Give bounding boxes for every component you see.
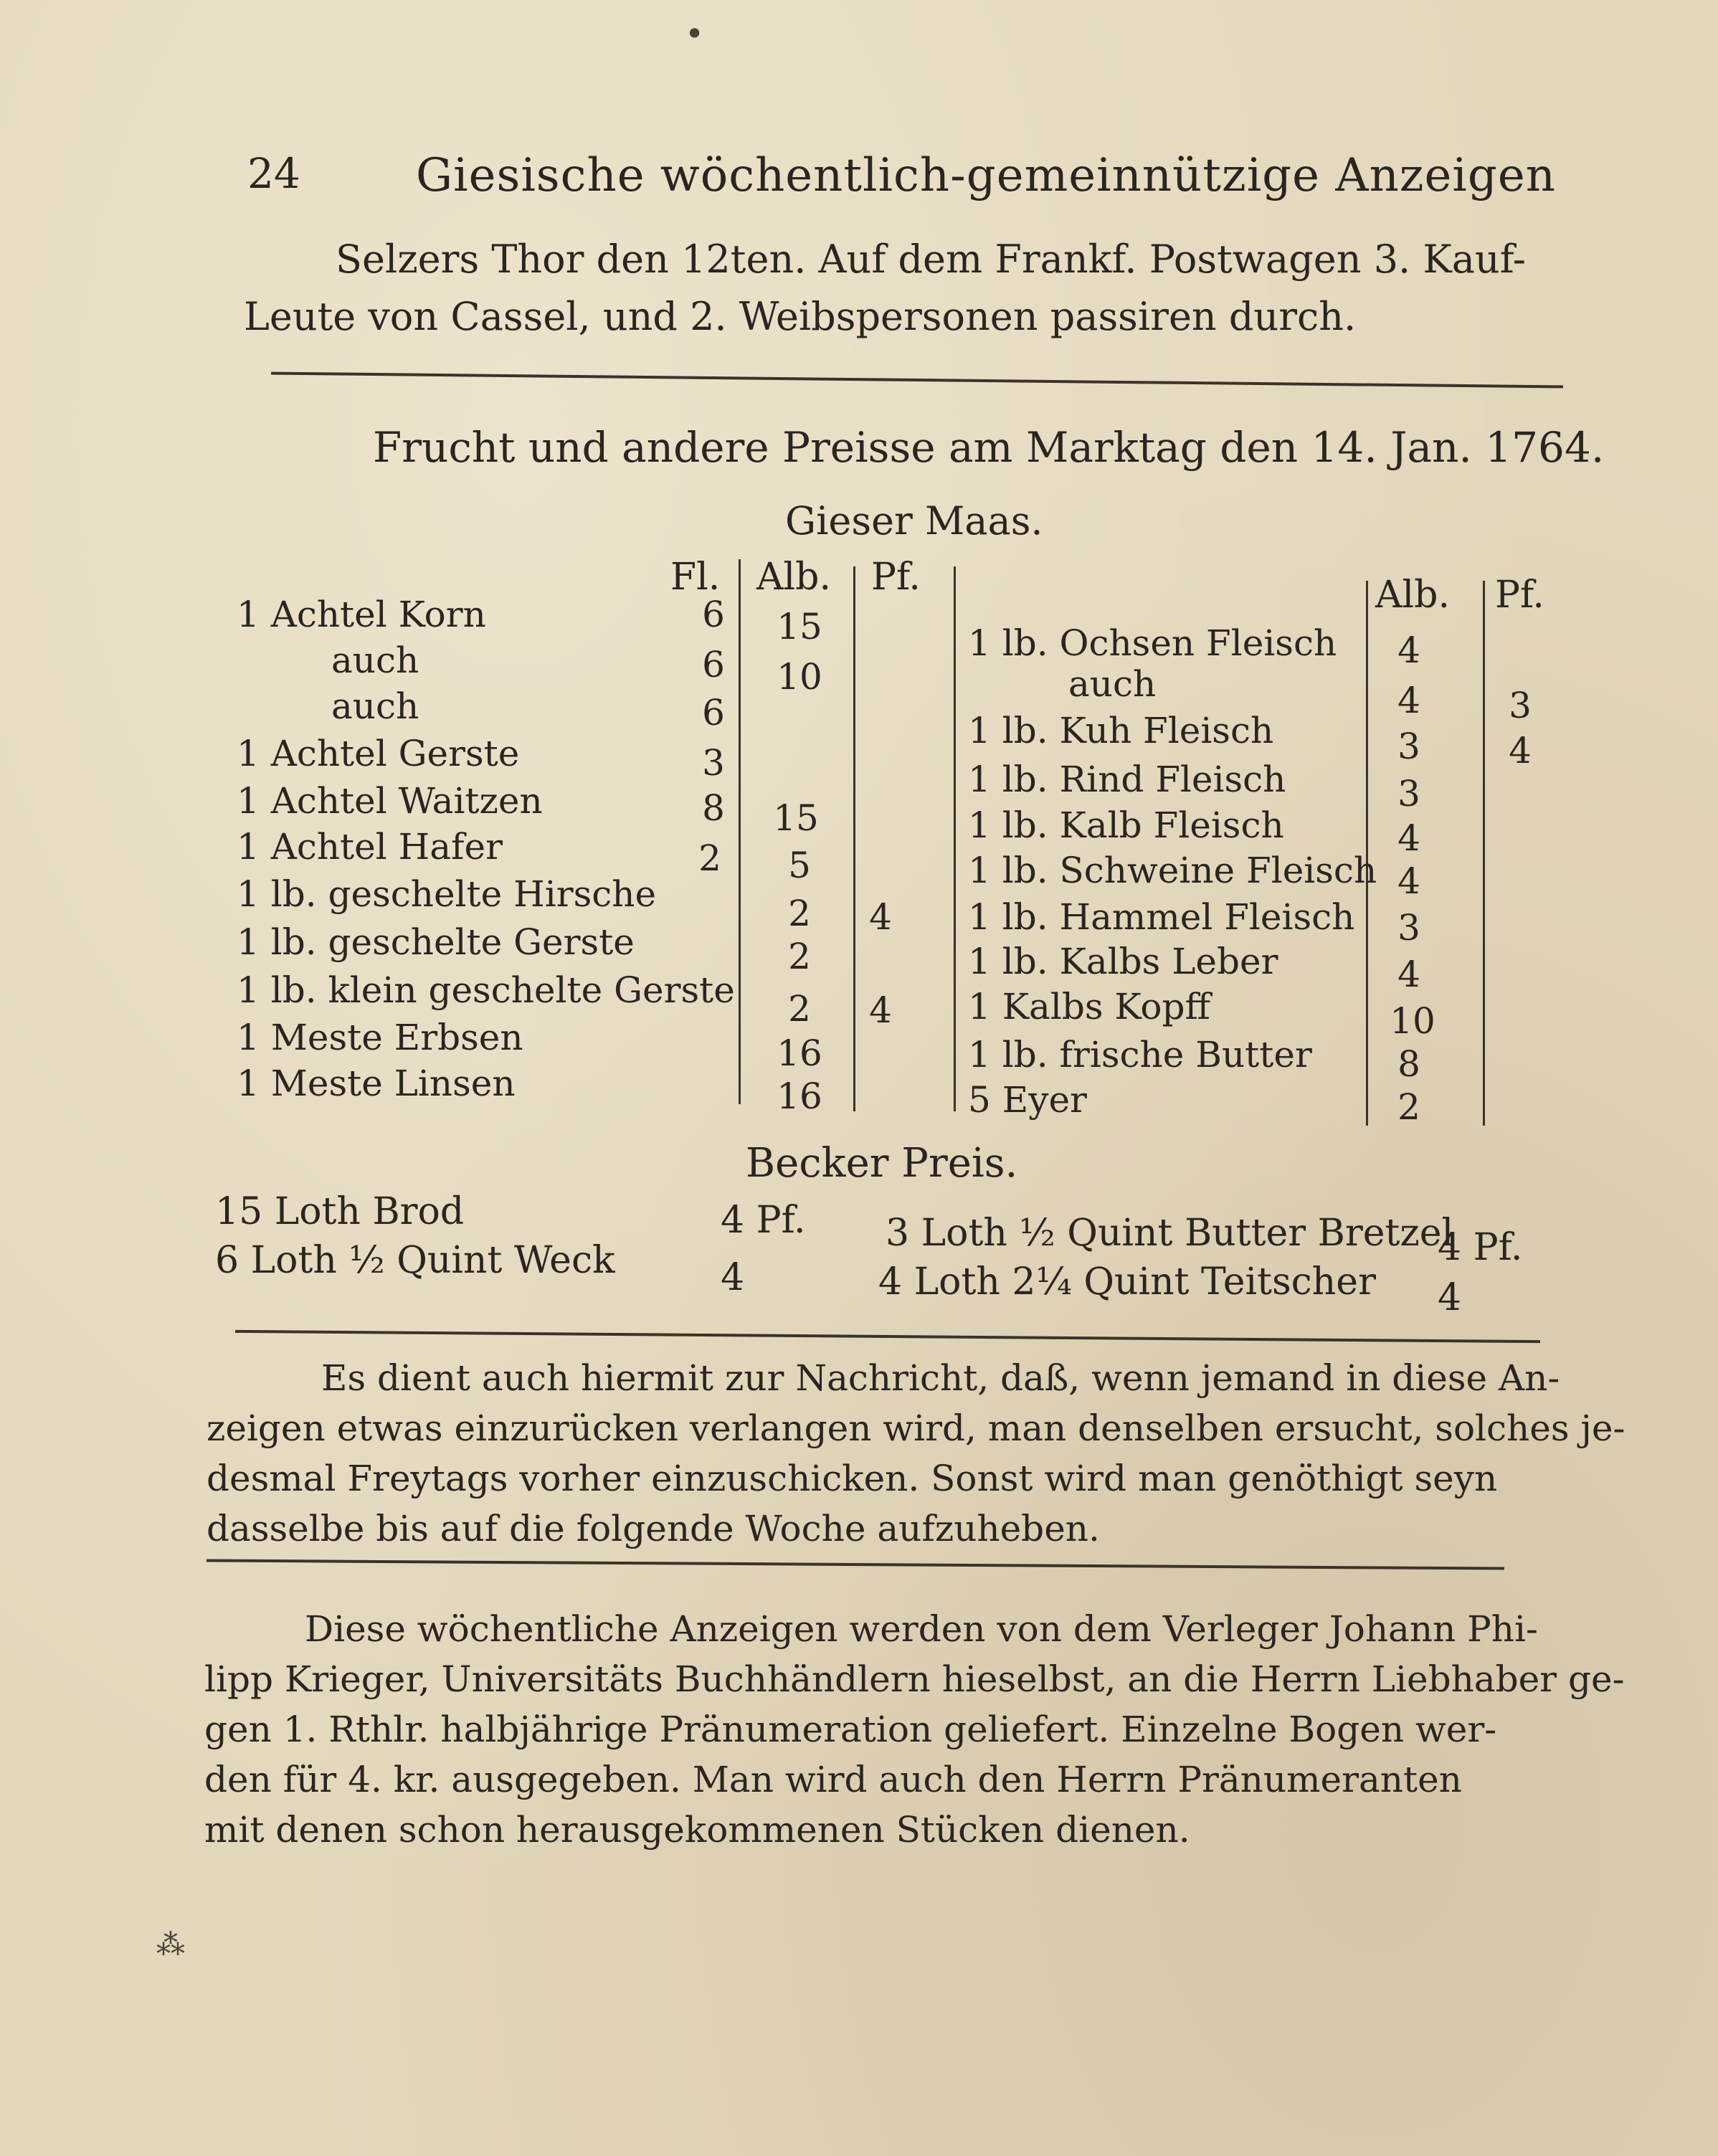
price-pf: 4 bbox=[869, 989, 892, 1031]
price-item-right: 1 lb. Ochsen Fleisch bbox=[968, 622, 1337, 664]
bread-price: 4 bbox=[721, 1256, 745, 1299]
price-pf: 4 bbox=[869, 896, 892, 938]
price-item-right: 1 lb. Kuh Fleisch bbox=[968, 710, 1274, 751]
bread-item: 4 Loth 2¼ Quint Teitscher bbox=[878, 1260, 1376, 1303]
price-alb-right: 3 bbox=[1397, 773, 1420, 815]
price-fl: 3 bbox=[702, 742, 725, 784]
bakery-title: Becker Preis. bbox=[746, 1140, 1018, 1187]
header-fl: Fl. bbox=[670, 556, 721, 599]
price-pf-right: 4 bbox=[1509, 730, 1532, 771]
price-alb: 16 bbox=[777, 1032, 822, 1074]
price-alb: 10 bbox=[777, 656, 822, 698]
notice3-line: lipp Krieger, Universitäts Buchhändlern hieselbst, an die Herrn Liebhaber ge- bbox=[204, 1658, 1625, 1700]
price-pf-right: 3 bbox=[1509, 685, 1532, 726]
notice2-line: Es dient auch hiermit zur Nachricht, daß, wenn jemand in diese An- bbox=[321, 1357, 1560, 1399]
price-item: 1 Achtel Korn bbox=[237, 594, 486, 635]
price-fl: 6 bbox=[702, 594, 725, 635]
price-alb: 15 bbox=[777, 606, 822, 647]
price-alb: 16 bbox=[777, 1075, 822, 1117]
notice2-line: dasselbe bis auf die folgende Woche aufzuheben. bbox=[207, 1508, 1100, 1549]
price-item-right: 1 lb. Kalb Fleisch bbox=[968, 804, 1284, 846]
price-alb-right: 3 bbox=[1397, 907, 1420, 949]
column-rule bbox=[739, 559, 741, 1104]
price-item-right: 5 Eyer bbox=[968, 1079, 1087, 1121]
price-alb: 2 bbox=[788, 936, 811, 977]
page-number: 24 bbox=[247, 149, 300, 198]
price-item-right: 1 lb. Rind Fleisch bbox=[968, 759, 1286, 800]
price-alb-right: 8 bbox=[1397, 1043, 1420, 1085]
price-item-right: 1 lb. Kalbs Leber bbox=[968, 941, 1278, 982]
measure-label: Gieser Maas. bbox=[785, 498, 1043, 543]
notice2-line: zeigen etwas einzurücken verlangen wird, man denselben ersucht, solches je- bbox=[207, 1407, 1626, 1449]
notice-line: Selzers Thor den 12ten. Auf dem Frankf. Postwagen 3. Kauf- bbox=[336, 237, 1526, 282]
header-alb: Alb. bbox=[756, 556, 831, 599]
price-alb-right: 2 bbox=[1397, 1086, 1420, 1128]
price-item-right: 1 lb. frische Butter bbox=[968, 1034, 1312, 1075]
ink-mark: ⁂ bbox=[156, 1929, 185, 1962]
price-fl: 6 bbox=[702, 692, 725, 733]
price-item-right: 1 lb. Schweine Fleisch bbox=[968, 850, 1377, 891]
column-rule bbox=[954, 566, 956, 1111]
price-alb-right: 4 bbox=[1397, 954, 1420, 995]
notice2-line: desmal Freytags vorher einzuschicken. Sonst wird man genöthigt seyn bbox=[207, 1458, 1498, 1499]
bread-item: 15 Loth Brod bbox=[215, 1190, 465, 1233]
price-alb-right: 4 bbox=[1397, 680, 1420, 721]
price-item: 1 Achtel Hafer bbox=[237, 826, 503, 868]
bread-item: 6 Loth ½ Quint Weck bbox=[215, 1239, 615, 1282]
price-fl: 8 bbox=[702, 787, 725, 829]
bread-price: 4 bbox=[1438, 1276, 1462, 1319]
price-alb: 15 bbox=[773, 797, 819, 839]
price-item: 1 Meste Erbsen bbox=[237, 1017, 523, 1058]
price-item-right: 1 Kalbs Kopff bbox=[968, 986, 1211, 1027]
price-item: 1 lb. geschelte Gerste bbox=[237, 921, 635, 963]
bread-price: 4 Pf. bbox=[1438, 1226, 1523, 1269]
price-alb-right: 3 bbox=[1397, 726, 1420, 767]
bread-item: 3 Loth ½ Quint Butter Bretzel bbox=[886, 1212, 1454, 1255]
prices-title: Frucht und andere Preisse am Marktag den 14. Jan. 1764. bbox=[373, 423, 1605, 472]
header-pf-right: Pf. bbox=[1495, 574, 1544, 617]
price-item: 1 lb. geschelte Hirsche bbox=[237, 873, 657, 915]
column-rule bbox=[1483, 581, 1485, 1126]
price-item: 1 Achtel Gerste bbox=[237, 733, 520, 774]
price-alb: 2 bbox=[788, 893, 811, 934]
price-item-right: auch bbox=[1068, 663, 1157, 705]
price-item: auch bbox=[331, 640, 419, 681]
header-alb-right: Alb. bbox=[1375, 574, 1450, 617]
ink-dot: • bbox=[685, 14, 705, 53]
notice3-line: gen 1. Rthlr. halbjährige Pränumeration geliefert. Einzelne Bogen wer- bbox=[204, 1709, 1497, 1750]
price-item: 1 Meste Linsen bbox=[237, 1063, 516, 1104]
price-alb-right: 4 bbox=[1397, 817, 1420, 859]
bread-price: 4 Pf. bbox=[721, 1199, 806, 1242]
price-alb: 2 bbox=[788, 988, 811, 1030]
notice-line: Leute von Cassel, und 2. Weibspersonen passiren durch. bbox=[244, 294, 1357, 339]
notice3-line: mit denen schon herausgekommenen Stücken dienen. bbox=[204, 1809, 1190, 1851]
price-item: auch bbox=[331, 685, 419, 727]
notice3-line: Diese wöchentliche Anzeigen werden von dem Verleger Johann Phi- bbox=[305, 1608, 1538, 1650]
page-title: Giesische wöchentlich-gemeinnützige Anzeigen bbox=[416, 149, 1556, 202]
price-item-right: 1 lb. Hammel Fleisch bbox=[968, 896, 1355, 938]
price-alb-right: 4 bbox=[1397, 860, 1420, 902]
price-fl: 6 bbox=[702, 644, 725, 685]
price-item: 1 Achtel Waitzen bbox=[237, 780, 543, 822]
price-fl: 2 bbox=[698, 837, 721, 879]
notice3-line: den für 4. kr. ausgegeben. Man wird auch den Herrn Pränumeranten bbox=[204, 1759, 1462, 1800]
header-pf: Pf. bbox=[871, 556, 921, 599]
price-alb-right: 10 bbox=[1390, 1000, 1435, 1042]
price-alb-right: 4 bbox=[1397, 630, 1420, 671]
price-alb: 5 bbox=[788, 845, 811, 886]
price-item: 1 lb. klein geschelte Gerste bbox=[237, 969, 735, 1011]
